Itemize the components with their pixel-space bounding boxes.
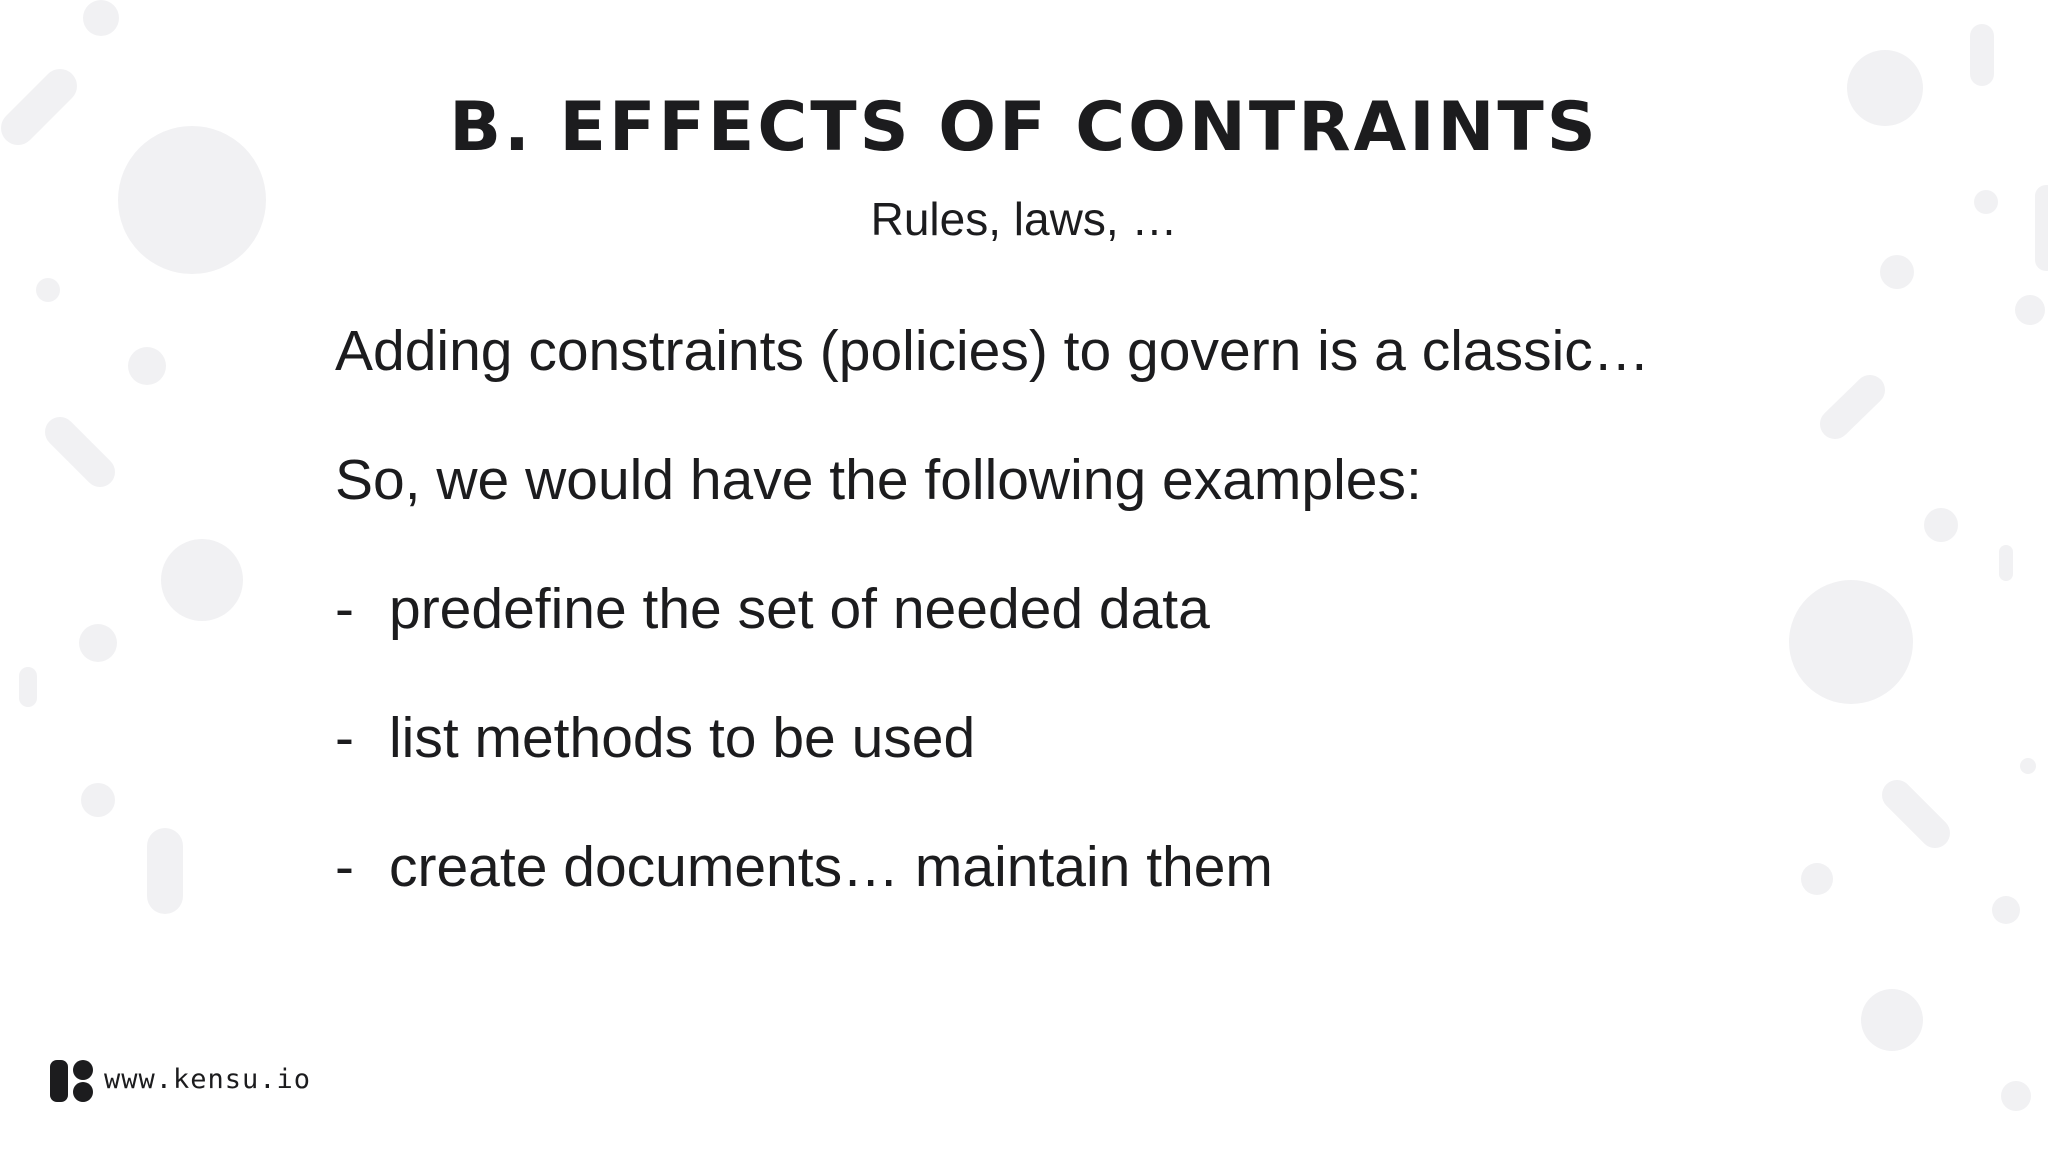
deco-circle <box>2015 295 2045 325</box>
deco-pill <box>1897 795 1935 833</box>
deco-circle <box>36 278 60 302</box>
deco-circle <box>1789 580 1913 704</box>
bullet-marker: - <box>335 835 354 899</box>
deco-circle <box>1924 508 1958 542</box>
deco-pill <box>1835 390 1870 424</box>
deco-circle <box>128 347 166 385</box>
bullet-marker: - <box>335 706 354 770</box>
deco-circle <box>161 539 243 621</box>
intro-paragraph: Adding constraints (policies) to govern is a classic… <box>335 319 1650 383</box>
deco-circle <box>1801 863 1833 895</box>
deco-circle <box>2001 1081 2031 1111</box>
deco-circle <box>81 783 115 817</box>
slide-subtitle: Rules, laws, … <box>870 193 1178 245</box>
bullet-text: predefine the set of needed data <box>389 577 1210 641</box>
deco-pill <box>60 432 100 472</box>
bullet-text: list methods to be used <box>389 706 976 770</box>
slide-title: B. EFFECTS OF CONTRAINTS <box>449 88 1599 167</box>
deco-circle <box>83 0 119 36</box>
deco-circle <box>2020 758 2036 774</box>
deco-circle <box>1880 255 1914 289</box>
deco-circle <box>1861 989 1923 1051</box>
kensu-logo-icon <box>50 1060 94 1102</box>
deco-circle <box>1992 896 2020 924</box>
bullet-text: create documents… maintain them <box>389 835 1273 899</box>
deco-circle <box>79 624 117 662</box>
bullet-marker: - <box>335 577 354 641</box>
examples-lead-paragraph: So, we would have the following examples: <box>335 448 1422 512</box>
footer-website-url: www.kensu.io <box>104 1064 312 1095</box>
